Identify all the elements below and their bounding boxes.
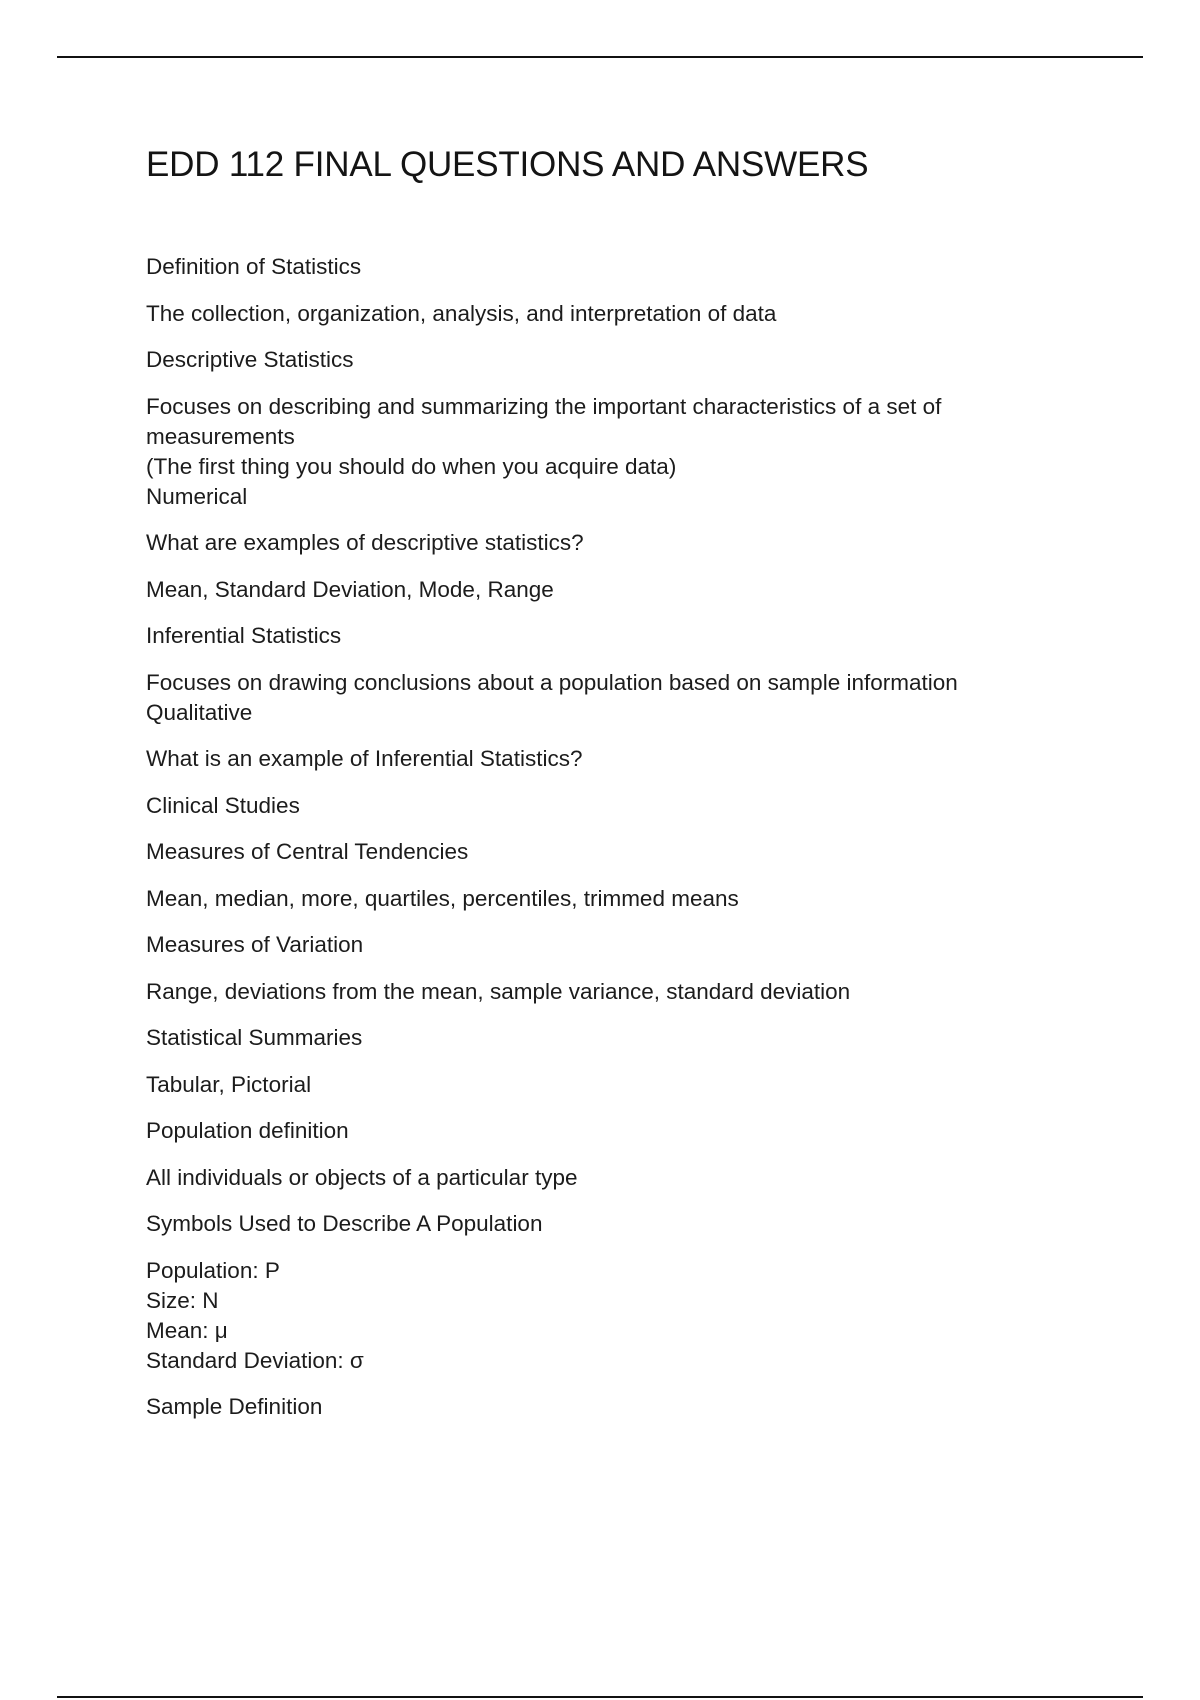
qa-entry	[146, 1023, 1086, 1053]
qa-entry	[146, 1256, 1086, 1376]
qa-entry	[146, 299, 1086, 329]
qa-text-line: Focuses on describing and summarizing the important characteristics of a set of	[146, 393, 942, 419]
document-title: EDD 112 FINAL QUESTIONS AND ANSWERS	[146, 145, 869, 184]
qa-entry	[146, 345, 1086, 375]
qa-text-line: Descriptive Statistics	[146, 347, 354, 372]
qa-text-line: Definition of Statistics	[146, 254, 362, 279]
qa-text-line: Population: P	[146, 1257, 280, 1283]
qa-text-line: Population definition	[146, 1118, 349, 1143]
qa-entry	[146, 1070, 1086, 1100]
qa-entry	[146, 668, 1086, 728]
qa-text-line: The collection, organization, analysis, and interpretation of data	[146, 300, 777, 326]
qa-text-line: Clinical Studies	[146, 792, 300, 818]
qa-entry	[146, 744, 1086, 774]
qa-text-line: Standard Deviation: σ	[146, 1347, 364, 1373]
qa-entry	[146, 621, 1086, 651]
qa-text-line: Measures of Central Tendencies	[146, 839, 469, 864]
qa-text-line: Mean: μ	[146, 1317, 228, 1343]
qa-entry	[146, 1163, 1086, 1193]
qa-text-line: Numerical	[146, 483, 248, 509]
qa-text-line: Tabular, Pictorial	[146, 1071, 312, 1097]
qa-entry	[146, 791, 1086, 821]
qa-text-line: measurements	[146, 423, 295, 449]
qa-text-line: Size: N	[146, 1287, 219, 1313]
bottom-rule	[57, 1696, 1143, 1698]
qa-list	[146, 252, 1086, 1439]
qa-entry	[146, 392, 1086, 512]
qa-text-line: Range, deviations from the mean, sample variance, standard deviation	[146, 978, 851, 1004]
qa-entry	[146, 1392, 1086, 1422]
qa-text-line: (The first thing you should do when you acquire data)	[146, 453, 677, 479]
qa-text-line: Measures of Variation	[146, 932, 364, 957]
top-rule	[57, 56, 1143, 58]
qa-entry	[146, 1209, 1086, 1239]
qa-text-line: Inferential Statistics	[146, 623, 342, 648]
qa-text-line: All individuals or objects of a particular type	[146, 1164, 578, 1190]
qa-entry	[146, 575, 1086, 605]
qa-text-line: What are examples of descriptive statistics?	[146, 530, 584, 555]
qa-entry	[146, 930, 1086, 960]
qa-text-line: Symbols Used to Describe A Population	[146, 1211, 543, 1236]
qa-entry	[146, 884, 1086, 914]
qa-text-line: Sample Definition	[146, 1394, 323, 1419]
qa-text-line: Qualitative	[146, 699, 253, 725]
qa-text-line: Focuses on drawing conclusions about a population based on sample information	[146, 669, 958, 695]
qa-entry	[146, 252, 1086, 282]
qa-entry	[146, 1116, 1086, 1146]
qa-text-line: What is an example of Inferential Statistics?	[146, 746, 583, 771]
qa-text-line: Mean, median, more, quartiles, percentiles, trimmed means	[146, 885, 739, 911]
qa-text-line: Mean, Standard Deviation, Mode, Range	[146, 576, 554, 602]
qa-text-line: Statistical Summaries	[146, 1025, 363, 1050]
qa-entry	[146, 977, 1086, 1007]
qa-entry	[146, 837, 1086, 867]
qa-entry	[146, 528, 1086, 558]
